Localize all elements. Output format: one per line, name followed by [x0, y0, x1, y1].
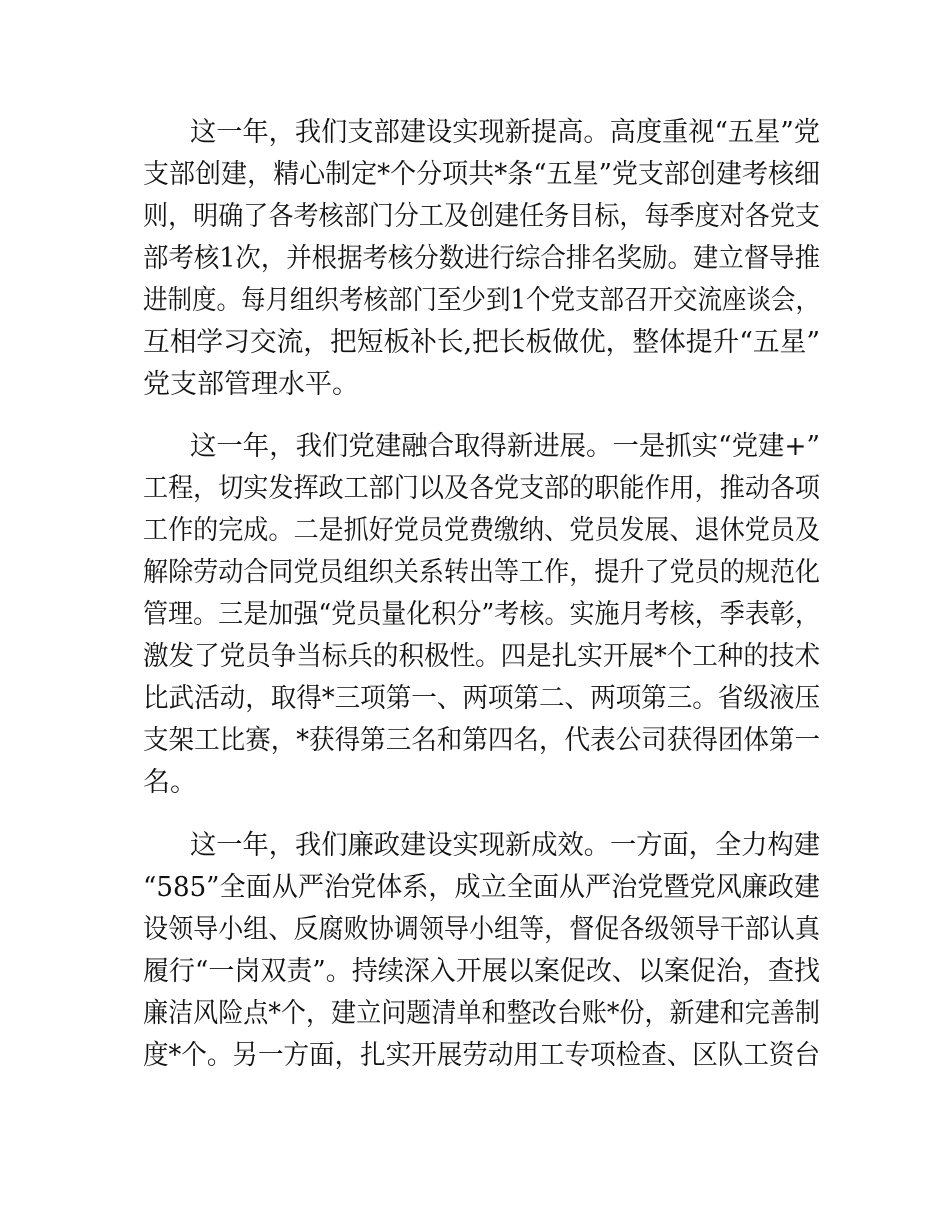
- paragraph-2-line-7: 比武活动，取得*三项第一、两项第二、两项第三。省级液压: [143, 683, 820, 714]
- paragraph-2-line-8: 支架工比赛，*获得第三名和第四名，代表公司获得团体第一: [143, 725, 820, 756]
- paragraph-1-line-3: 则，明确了各考核部门分工及创建任务目标，每季度对各党支: [143, 201, 820, 232]
- paragraph-3-line-5: 廉洁风险点*个，建立问题清单和整改台账*份，新建和完善制: [143, 998, 820, 1029]
- paragraph-2-line-6: 激发了党员争当标兵的积极性。四是扎实开展*个工种的技术: [143, 641, 820, 672]
- paragraph-1-line-1: 这一年，我们支部建设实现新提高。高度重视“五星”党: [190, 117, 820, 148]
- paragraph-2-line-9: 名。: [143, 767, 197, 798]
- paragraph-3-line-3: 设领导小组、反腐败协调领导小组等，督促各级领导干部认真: [143, 914, 820, 945]
- paragraph-1-line-6: 互相学习交流，把短板补长,把长板做优，整体提升“五星”: [143, 327, 820, 358]
- paragraph-2-line-2: 工程，切实发挥政工部门以及各党支部的职能作用，推动各项: [143, 473, 820, 504]
- paragraph-1-line-4: 部考核1次，并根据考核分数进行综合排名奖励。建立督导推: [143, 243, 820, 274]
- paragraph-3-line-4: 履行“一岗双责”。持续深入开展以案促改、以案促治，查找: [143, 956, 820, 987]
- paragraph-1-line-2: 支部创建，精心制定*个分项共*条“五星”党支部创建考核细: [143, 159, 820, 190]
- paragraph-2-line-3: 工作的完成。二是抓好党员党费缴纳、党员发展、退休党员及: [143, 515, 820, 546]
- paragraph-2-line-1: 这一年，我们党建融合取得新进展。一是抓实“党建+”: [190, 431, 820, 462]
- paragraph-1-line-7: 党支部管理水平。: [143, 369, 359, 400]
- paragraph-3-line-2: “585”全面从严治党体系，成立全面从严治党暨党风廉政建: [143, 872, 820, 903]
- paragraph-1-line-5: 进制度。每月组织考核部门至少到1个党支部召开交流座谈会，: [143, 285, 820, 316]
- paragraph-3-line-1: 这一年，我们廉政建设实现新成效。一方面，全力构建: [190, 830, 820, 861]
- paragraph-3-line-6: 度*个。另一方面，扎实开展劳动用工专项检查、区队工资台: [143, 1040, 820, 1071]
- paragraph-2-line-4: 解除劳动合同党员组织关系转出等工作，提升了党员的规范化: [143, 557, 820, 588]
- paragraph-2-line-5: 管理。三是加强“党员量化积分”考核。实施月考核，季表彰，: [143, 599, 820, 630]
